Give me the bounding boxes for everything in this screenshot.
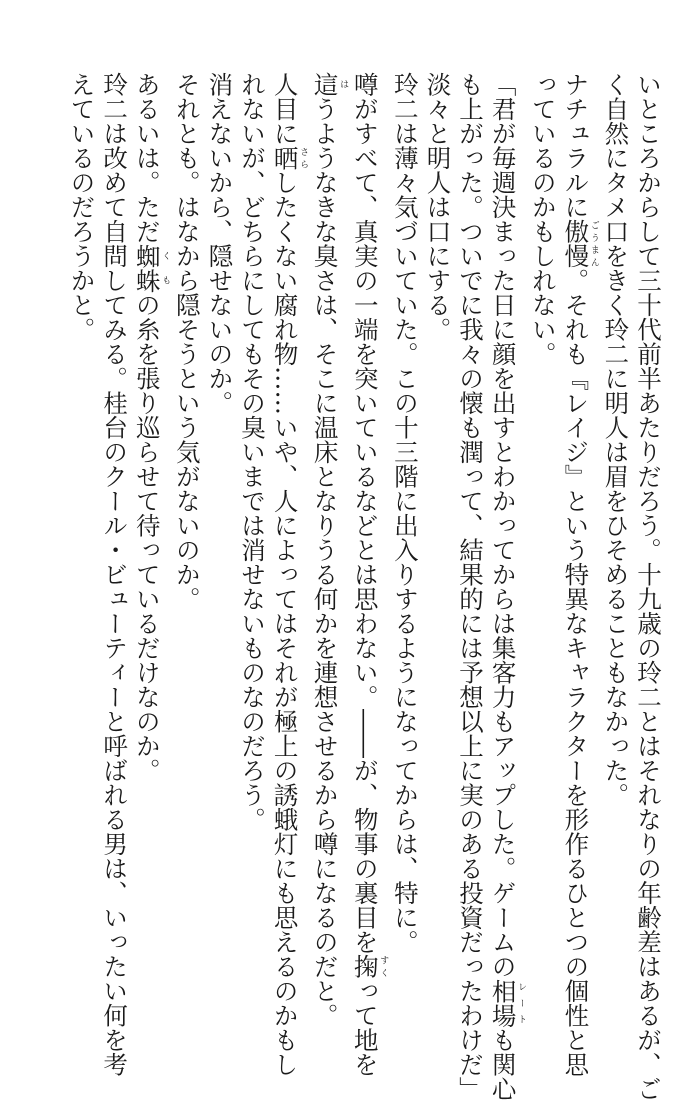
text-line-3-part-a: ナチュラルに: [561, 72, 591, 219]
text-line-9: 噂がすべて、真実の一端を突いているなどとは思わない。――が、物事の裏目を掬すくって地を: [350, 72, 389, 1077]
vertical-text-block: [65, 72, 664, 1101]
text-line-7: 淡々と明人は口にする。: [423, 72, 453, 342]
text-line-6: も上がった。ついでに我々の懐も潤って、結果的には予想以上に実のある投資だったわけだ」: [456, 72, 486, 1101]
text-line-17: えているのだろうかと。: [67, 72, 97, 342]
text-line-13: 消えないから、隠せないのか。: [205, 72, 235, 415]
text-line-1: いところからして三十代前半あたりだろう。十九歳の玲二とはそれなりの年齢差はあるが、ご: [634, 72, 663, 1101]
text-line-12: れないが、どちらにしてもその臭いまでは消せないものなのだろう。: [237, 72, 267, 832]
ruby-kumo: 蜘蛛くも: [132, 243, 171, 293]
ruby-hau: 這は: [310, 72, 349, 97]
ruby-sukutte: 掬すく: [350, 954, 389, 979]
ruby-sarashi: 晒さら: [270, 145, 309, 170]
text-line-2: く自然にタメ口をきく玲二に明人は眉をひそめることもなかった。: [601, 72, 631, 807]
text-line-8: 玲二は薄々気づいていた。この十三階に出入りするようになってからは、特に。: [390, 72, 420, 954]
text-line-14: それとも。はなから隠そうという気がないのか。: [172, 72, 202, 611]
text-line-11: 人目に晒さらしたくない腐れ物……いや、人によってはそれが極上の誘蛾灯にも思えるのかもし: [270, 72, 309, 1077]
text-line-3: [559, 72, 599, 1077]
text-line-16: 玲二は改めて自問してみる。桂台のクール・ビューティーと呼ばれる男は、いったい何を考: [100, 72, 130, 1077]
text-line-15: あるいは。ただ蜘蛛くもの糸を張り巡らせて待っているだけなのか。: [132, 72, 171, 783]
text-line-10: 這はうようなきな臭さは、そこに温床となりうる何かを連想させるから噂になるのだと。: [310, 72, 349, 1028]
text-line-5: 「君が毎週決まった日に顔を出すとわかってからは集客力もアップした。ゲームの相場レートも関心: [488, 72, 527, 1101]
ruby-rate: 相場レート: [488, 978, 527, 1028]
text-line-3-part-b: 。それも『レイジ』という特異なキャラクターを形作るひとつの個性と思: [561, 268, 591, 1077]
ruby-gouman: 傲慢ごうまん: [561, 219, 599, 268]
text-line-4: っているのかもしれない。: [528, 72, 558, 366]
